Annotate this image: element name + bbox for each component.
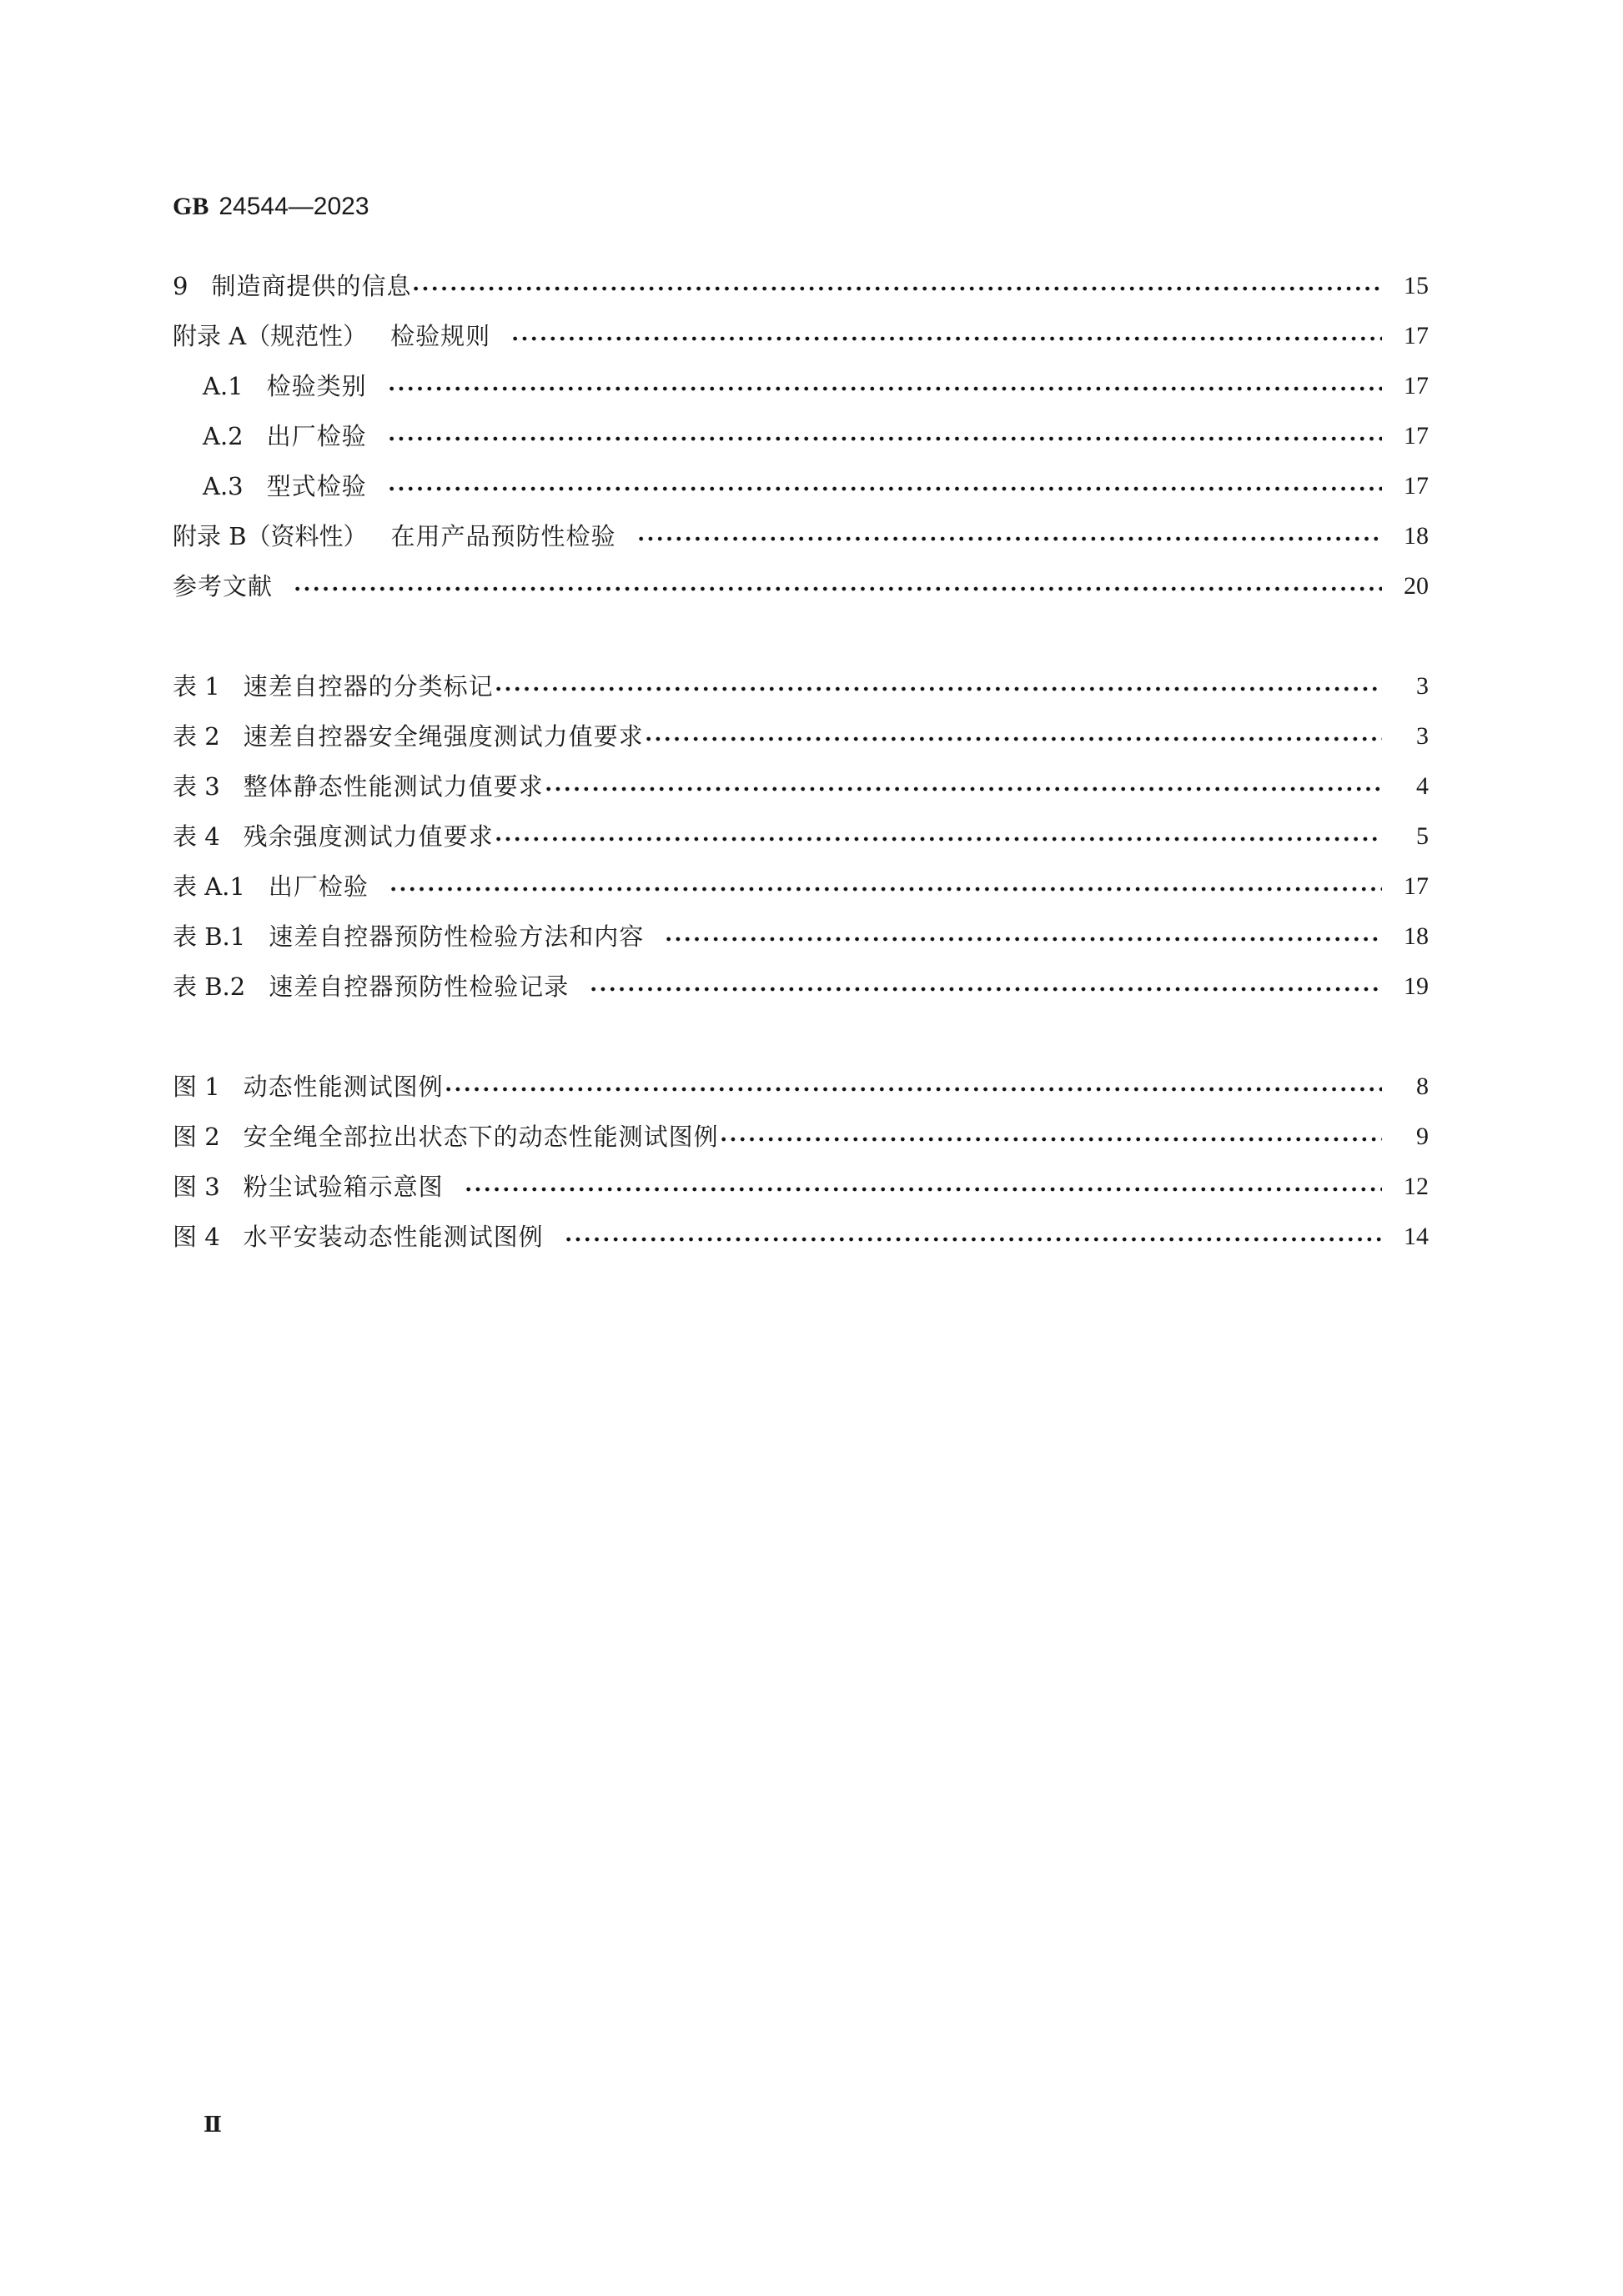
dot-leader: [544, 786, 1382, 792]
toc-entry-title: 速差自控器预防性检验方法和内容: [269, 922, 645, 951]
toc-entry-a1[interactable]: [203, 368, 1429, 404]
toc-entry-number: 9: [173, 272, 188, 300]
toc-entry-title: 安全绳全部拉出状态下的动态性能测试图例: [243, 1123, 719, 1151]
document-header: [173, 190, 369, 224]
toc-entry-page: 18: [1404, 922, 1429, 950]
toc-entry-title: 整体静态性能测试力值要求: [243, 772, 544, 801]
standard-number: 24544—2023: [219, 193, 369, 220]
toc-entry-page: 3: [1416, 722, 1429, 750]
toc-entry-title: 检验类别: [266, 372, 367, 400]
toc-entry-number: 图 2: [173, 1123, 220, 1151]
toc-entry-title: 动态性能测试图例: [243, 1073, 444, 1101]
toc-entry-number: 表 4: [173, 822, 220, 851]
toc-entry-title: 制造商提供的信息: [211, 272, 412, 300]
toc-entry-figure-3[interactable]: [173, 1168, 1429, 1205]
toc-entry-number: A.2: [203, 422, 244, 450]
toc-entry-number: 表 1: [173, 672, 220, 701]
dot-leader: [387, 385, 1382, 392]
page-number: Ⅱ: [204, 2113, 222, 2137]
toc-entry-title: 参考文献: [173, 572, 274, 600]
toc-entry-figure-2[interactable]: [173, 1118, 1429, 1155]
dot-leader: [387, 485, 1382, 492]
dot-leader: [444, 1086, 1382, 1093]
dot-leader: [664, 936, 1382, 942]
toc-entry-number: 表 B.2: [173, 972, 246, 1001]
toc-entry-number: 图 1: [173, 1073, 220, 1101]
toc-entry-a2[interactable]: [203, 418, 1429, 455]
toc-entry-table-b2[interactable]: [173, 968, 1429, 1005]
dot-leader: [293, 585, 1382, 592]
dot-leader: [411, 285, 1382, 292]
toc-entry-title: 检验规则: [390, 322, 491, 350]
toc-entry-page: 18: [1404, 522, 1429, 550]
toc-entry-table-3[interactable]: [173, 768, 1429, 805]
dot-leader: [636, 535, 1382, 542]
toc-entry-number: 附录 A（规范性）: [173, 322, 368, 350]
toc-entry-title: 水平安装动态性能测试图例: [243, 1223, 544, 1251]
dot-leader: [387, 435, 1382, 442]
toc-entry-number: A.1: [203, 372, 244, 400]
toc-entry-page: 15: [1404, 272, 1429, 299]
dot-leader: [389, 886, 1382, 892]
toc-entry-page: 20: [1404, 572, 1429, 600]
toc-entry-bibliography[interactable]: [173, 568, 1429, 605]
dot-leader: [510, 335, 1382, 342]
toc-entry-table-4[interactable]: [173, 818, 1429, 855]
toc-entry-page: 9: [1416, 1123, 1429, 1150]
toc-entry-page: 17: [1404, 422, 1429, 450]
toc-entry-page: 17: [1404, 872, 1429, 900]
toc-entry-title: 在用产品预防性检验: [390, 522, 616, 550]
toc-entry-figure-4[interactable]: [173, 1218, 1429, 1255]
dot-leader: [644, 736, 1382, 742]
dot-leader: [464, 1186, 1382, 1193]
toc-entry-title: 粉尘试验箱示意图: [243, 1173, 444, 1201]
toc-entry-chapter-9[interactable]: [173, 268, 1429, 304]
toc-entry-number: A.3: [203, 472, 244, 500]
toc-entry-page: 3: [1416, 672, 1429, 700]
toc-entry-number: 附录 B（资料性）: [173, 522, 368, 550]
toc-entry-page: 14: [1404, 1223, 1429, 1250]
toc-entry-title: 速差自控器的分类标记: [243, 672, 494, 701]
toc-entry-figure-1[interactable]: [173, 1068, 1429, 1105]
dot-leader: [564, 1236, 1382, 1243]
toc-entry-title: 出厂检验: [268, 872, 369, 901]
toc-entry-title: 速差自控器预防性检验记录: [269, 972, 570, 1001]
toc-entry-page: 12: [1404, 1173, 1429, 1200]
toc-entry-table-b1[interactable]: [173, 918, 1429, 955]
toc-entry-number: 表 2: [173, 722, 220, 751]
toc-entry-page: 19: [1404, 972, 1429, 1000]
dot-leader: [494, 686, 1382, 692]
toc-entry-title: 速差自控器安全绳强度测试力值要求: [243, 722, 644, 751]
dot-leader: [719, 1136, 1382, 1143]
dot-leader: [494, 836, 1382, 842]
toc-entry-title: 出厂检验: [266, 422, 367, 450]
toc-entry-page: 4: [1416, 772, 1429, 800]
toc-entry-number: 表 B.1: [173, 922, 246, 951]
toc-entry-appendix-b[interactable]: [173, 518, 1429, 555]
toc-entry-table-a1[interactable]: [173, 868, 1429, 905]
toc-entry-number: 图 4: [173, 1223, 220, 1251]
toc-entry-number: 表 3: [173, 772, 220, 801]
toc-entry-page: 17: [1404, 322, 1429, 349]
toc-entry-page: 5: [1416, 822, 1429, 850]
toc-entry-title: 型式检验: [266, 472, 367, 500]
toc-entry-a3[interactable]: [203, 468, 1429, 505]
toc-entry-number: 表 A.1: [173, 872, 245, 901]
toc-entry-page: 17: [1404, 372, 1429, 399]
toc-entry-number: 图 3: [173, 1173, 220, 1201]
toc-entry-table-1[interactable]: [173, 668, 1429, 705]
toc-entry-table-2[interactable]: [173, 718, 1429, 755]
toc-entry-title: 残余强度测试力值要求: [243, 822, 494, 851]
toc-entry-page: 8: [1416, 1073, 1429, 1100]
standard-prefix: GB: [173, 193, 209, 220]
toc-entry-page: 17: [1404, 472, 1429, 500]
dot-leader: [589, 986, 1382, 992]
toc-entry-appendix-a[interactable]: [173, 318, 1429, 354]
